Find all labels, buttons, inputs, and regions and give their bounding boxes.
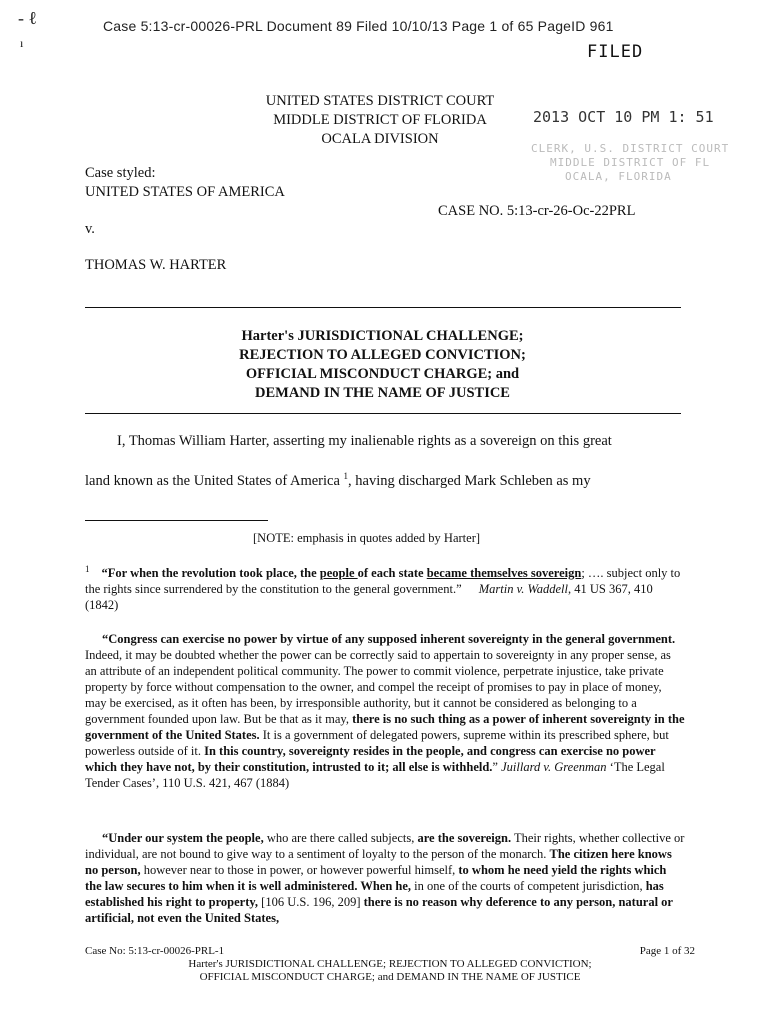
- quote-bold: are the sovereign.: [417, 831, 512, 845]
- case-number: CASE NO. 5:13-cr-26-Oc-22PRL: [438, 203, 636, 219]
- plaintiff-name: UNITED STATES OF AMERICA: [85, 184, 285, 200]
- quote-text: who are there called subjects,: [263, 831, 418, 845]
- footnote-quote-2: [85, 631, 685, 791]
- quote-text: in one of the courts of competent jurisdiction,: [411, 879, 646, 893]
- citation-case: Martin v. Waddell: [478, 582, 568, 597]
- footnote-quote-3: [85, 830, 685, 926]
- quote-bold: “Congress can exercise no power by virtue of any supposed inherent sovereignty in the general government.: [102, 632, 676, 646]
- filed-date-stamp: 2013 OCT 10 PM 1: 51: [533, 108, 714, 126]
- ecf-header: Case 5:13-cr-00026-PRL Document 89 Filed 10/10/13 Page 1 of 65 PageID 961: [103, 18, 614, 34]
- clerk-stamp-line3: OCALA, FLORIDA: [565, 170, 672, 183]
- citation-case: Juillard v. Greenman: [501, 760, 607, 774]
- quote-text: however near to those in power, or however powerful himself,: [140, 863, 459, 877]
- footer-title-line-2: OFFICIAL MISCONDUCT CHARGE; and DEMAND IN THE NAME OF JUSTICE: [199, 971, 581, 983]
- caption-rule-top: [85, 307, 681, 308]
- quote-bold: The citizen here knows no person,: [85, 847, 672, 877]
- quote-bold: has established his right to property,: [85, 879, 664, 909]
- citation: , 41 US 367, 410 (1842): [85, 582, 653, 613]
- quote-text: [106 U.S. 196, 209]: [258, 895, 364, 909]
- title-line-3: OFFICIAL MISCONDUCT CHARGE; and: [245, 366, 520, 382]
- body-line-2: [85, 471, 591, 490]
- body-text: , having discharged Mark Schleben as my: [348, 472, 591, 489]
- quote-underline: became themselves sovereign: [426, 566, 582, 581]
- body-text: land known as the United States of America: [85, 472, 340, 489]
- court-heading: [230, 92, 530, 149]
- quote-text: It is a government of delegated powers, supreme within its prescribed sphere, but powerless outside of it.: [85, 728, 669, 758]
- emphasis-note: [NOTE: emphasis in quotes added by Harter]: [253, 531, 481, 545]
- court-district: MIDDLE DISTRICT OF FLORIDA: [273, 112, 487, 128]
- footnote-ref: 1: [343, 471, 349, 481]
- quote-text: ”: [492, 760, 502, 774]
- footnote-marker: 1: [85, 564, 90, 574]
- clerk-stamp-line2: MIDDLE DISTRICT OF FL: [550, 156, 711, 169]
- footer-title-line-1: Harter's JURISDICTIONAL CHALLENGE; REJECTION TO ALLEGED CONVICTION;: [188, 958, 592, 970]
- caption-rule-bottom: [85, 413, 681, 414]
- footer-case-number: Case No: 5:13-cr-00026-PRL-1: [85, 945, 225, 957]
- court-division: OCALA DIVISION: [321, 131, 439, 147]
- clerk-stamp-line1: CLERK, U.S. DISTRICT COURT: [531, 142, 730, 155]
- quote-text: “For when the revolution took place, the: [101, 566, 320, 581]
- footnote-quote-1: [85, 561, 685, 613]
- filed-stamp: FILED: [587, 42, 644, 62]
- quote-bold: “Under our system the people,: [102, 831, 264, 845]
- footnote-separator: [85, 520, 268, 521]
- court-name: UNITED STATES DISTRICT COURT: [265, 93, 495, 109]
- footer-page-number: Page 1 of 32: [639, 945, 695, 957]
- quote-bold: In this country, sovereignty resides in the people, and congress can exercise no power which they have not, by their constitution, intrusted to it; all else is withheld.: [85, 744, 656, 774]
- citation: ‘The Legal Tender Cases’, 110 U.S. 421, 467 (1884): [85, 760, 665, 790]
- document-title: [200, 327, 565, 403]
- title-line-1: Harter's JURISDICTIONAL CHALLENGE;: [241, 328, 524, 344]
- title-line-4: DEMAND IN THE NAME OF JUSTICE: [255, 385, 510, 401]
- quote-text: Their rights, whether collective or individual, are not bound to give way to a sentiment of loyalty to the person of the monarch.: [85, 831, 685, 861]
- quote-bold: to whom he need yield the rights which the law secures to him when it is well administered. When he,: [85, 863, 667, 893]
- margin-mark-small: ı: [20, 36, 24, 50]
- quote-text: ; …. subject only to the rights since surrendered by the constitution to the general government.”: [85, 566, 681, 597]
- quote-bold: there is no reason why deference to any person, natural or artificial, not even the United States,: [85, 895, 673, 925]
- quote-bold: there is no such thing as a power of inherent sovereignty in the government of the United States.: [85, 712, 685, 742]
- body-line-1: I, Thomas William Harter, asserting my inalienable rights as a sovereign on this great: [117, 433, 612, 449]
- margin-marks: - ℓ: [18, 8, 38, 28]
- quote-underline: people: [319, 566, 358, 581]
- case-styled-label: Case styled:: [85, 165, 156, 181]
- page-footer: [85, 945, 695, 984]
- quote-text: of each state: [357, 566, 427, 581]
- quote-text: Indeed, it may be doubted whether the power can be correctly said to appertain to sovereignty in any proper sense, as an attribute of an independent political community. The power to commit violence, perpetrate injustice, take private property by force without compensation to the owner, and compel the receipt of promises to pay in place of money, may be exercised, as it often has been, by irresponsible authority, but it cannot be considered as belonging to a government founded upon law. But be that as it may,: [85, 648, 671, 726]
- title-line-2: REJECTION TO ALLEGED CONVICTION;: [239, 347, 526, 363]
- defendant-name: THOMAS W. HARTER: [85, 257, 227, 273]
- versus: v.: [85, 221, 95, 237]
